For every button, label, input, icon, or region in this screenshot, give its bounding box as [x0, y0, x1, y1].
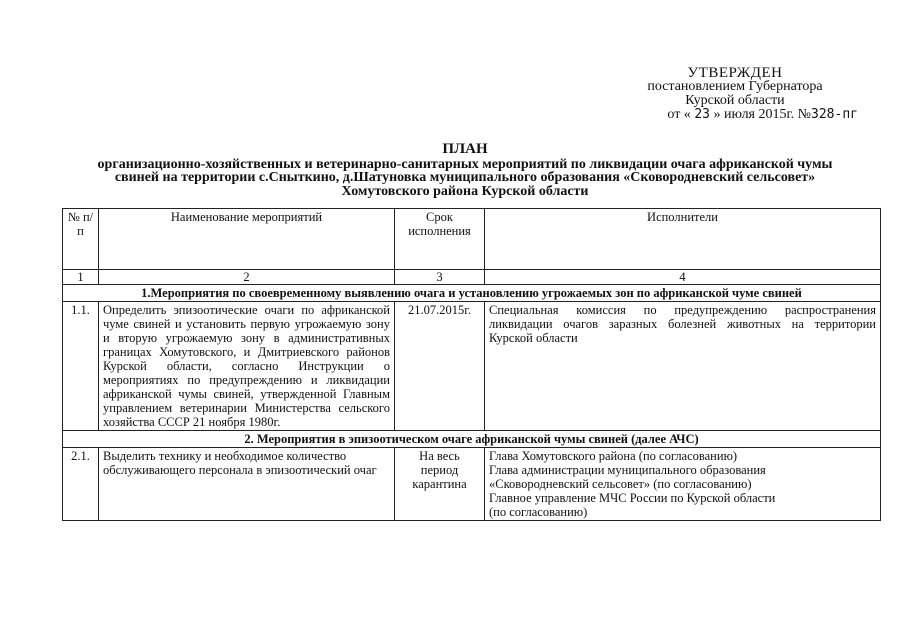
section-row-1: [63, 285, 881, 302]
approval-stamp: [610, 66, 860, 122]
row-executors: Специальная комиссия по предупреждению распространения ликвидации очагов заразных болезней животных на территории Курской области: [485, 302, 881, 431]
date-prefix: от «: [667, 107, 691, 122]
executor-line: Глава Хомутовского района (по согласованию): [489, 449, 738, 463]
decree-number: 328-пг: [811, 107, 858, 122]
document-heading: [70, 143, 860, 198]
executor-line: «Сковородневский сельсовет» (по согласованию): [489, 477, 752, 491]
header-executors: Исполнители: [485, 209, 881, 270]
column-number-row: [63, 270, 881, 285]
row-description: Определить эпизоотические очаги по африканской чуме свиней и установить первую угрожаемую зону и вторую угрожаемую зону в административных границах Хомутовского, и Дмитриевского районов Курской области, согласно Инструкции о мероприятиях по предупреждению и ликвидации африканской чумы свиней, утвержденной Главным управлением ветеринарии Министерства сельского хозяйства СССР 21 ноября 1980г.: [99, 302, 395, 431]
row-term: На весь период карантина: [395, 448, 485, 521]
col-number-3: 3: [395, 270, 485, 285]
approval-line-1: постановлением Губернатора: [647, 79, 823, 94]
heading-line-1: организационно-хозяйственных и ветеринарно-санитарных мероприятий по ликвидации очага африканской чумы: [97, 156, 833, 172]
col-number-1: 1: [63, 270, 99, 285]
executor-line: (по согласованию): [489, 505, 588, 519]
section-title-2: 2. Мероприятия в эпизоотическом очаге африканской чумы свиней (далее АЧС): [63, 431, 881, 448]
plan-table: [62, 208, 881, 521]
row-term: 21.07.2015г.: [395, 302, 485, 431]
row-executors: [485, 448, 881, 521]
heading-line-2: свиней на территории с.Сныткино, д.Шатуновка муниципального образования «Сковородневский сельсовет»: [114, 170, 816, 185]
section-title-1: 1.Мероприятия по своевременному выявлению очага и установлению угрожаемых зон по африканской чуме свиней: [63, 285, 881, 302]
section-row-2: [63, 431, 881, 448]
col-number-2: 2: [99, 270, 395, 285]
plan-title: ПЛАН: [442, 141, 488, 157]
date-day: 23: [694, 107, 710, 122]
date-middle: » июля 2015г. №: [713, 107, 812, 122]
header-num: № п/п: [63, 209, 99, 270]
col-number-4: 4: [485, 270, 881, 285]
approval-line-2: Курской области: [685, 93, 785, 108]
header-term: Срок исполнения: [395, 209, 485, 270]
row-description: Выделить технику и необходимое количество обслуживающего персонала в эпизоотический очаг: [99, 448, 395, 521]
row-num: 2.1.: [63, 448, 99, 521]
table-header-row: [63, 209, 881, 270]
table-row: [63, 302, 881, 431]
approval-date-line: [610, 108, 860, 122]
row-num: 1.1.: [63, 302, 99, 431]
table-row: [63, 448, 881, 521]
executor-line: Главное управление МЧС России по Курской области: [489, 491, 776, 505]
approval-title: УТВЕРЖДЕН: [687, 65, 783, 81]
heading-line-3: Хомутовского района Курской области: [341, 183, 589, 199]
header-name: Наименование мероприятий: [99, 209, 395, 270]
executor-line: Глава администрации муниципального образования: [489, 463, 766, 477]
